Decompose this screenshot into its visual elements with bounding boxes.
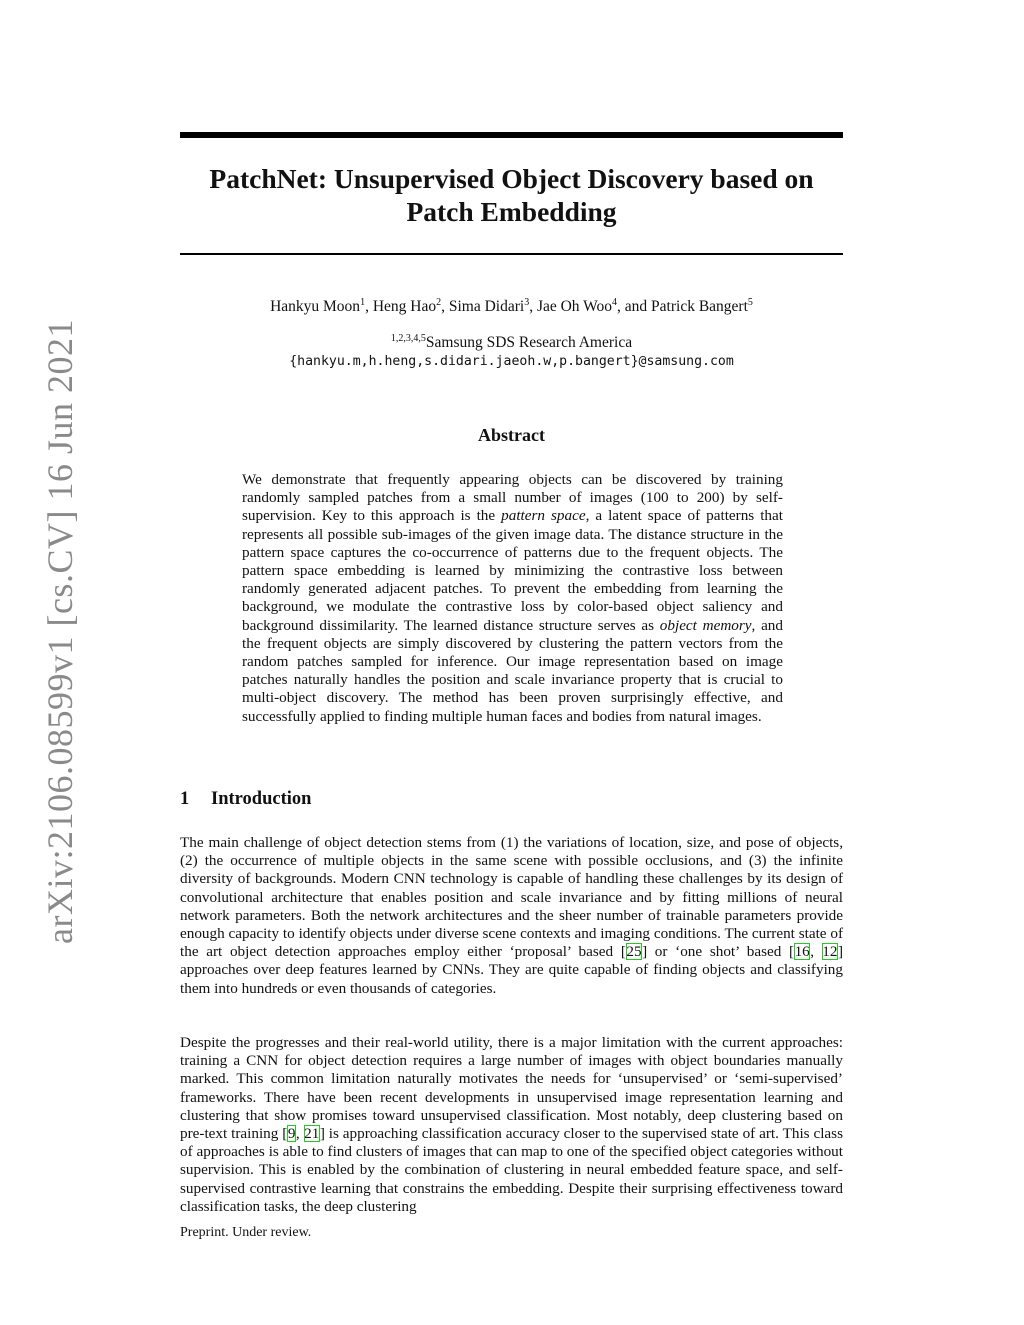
abstract-text-part: , a latent space of patterns that represents all possible sub-images of the given image data. The distance structure in the pattern space captures the co-occurrence of patterns due to the frequent objects. The pattern space embedding is learned by minimizing the contrastive loss between randomly generated adjacent patches. To prevent the embedding from learning the background, we modulate the contrastive loss by color-based object saliency and background dissimilarity. The learned distance structure serves as [242, 507, 783, 634]
abstract-text [242, 471, 783, 726]
citation-link[interactable]: [16, 12] [789, 943, 843, 961]
author-list [180, 297, 843, 317]
paragraph-text: or ‘one shot’ based [647, 943, 790, 961]
citation-number[interactable]: 12 [822, 943, 838, 961]
citation-link[interactable]: [9, 21] [282, 1125, 325, 1143]
paragraph-text: is approaching classification accuracy closer to the supervised state of art. This class of approaches is able to find clusters of images that can map to one of the specified object categories without supervision. This is enabled by the combination of clustering in neural embedded feature space, and self-supervised contrastive learning that constrains the embedding. Despite their surprising effectiveness toward classification tasks, the deep clustering [180, 1125, 843, 1215]
author-sup: 1 [360, 296, 366, 308]
author-sep: , [441, 298, 449, 315]
affiliation [180, 333, 843, 352]
citation-number[interactable]: 9 [287, 1125, 296, 1143]
author-sup: 2 [436, 296, 442, 308]
citation-number[interactable]: 16 [794, 943, 810, 961]
author-sep: , and [617, 298, 652, 315]
author-sup: 4 [612, 296, 618, 308]
title-bottom-rule [180, 253, 843, 255]
author-sup: 3 [524, 296, 530, 308]
section-number: 1 [180, 789, 190, 809]
author-name: Jae Oh Woo [536, 298, 613, 315]
citation-number[interactable]: 21 [304, 1125, 320, 1143]
intro-paragraph-1 [180, 834, 843, 998]
title-line-1: PatchNet: Unsupervised Object Discovery based on [209, 163, 814, 194]
paragraph-text: approaches over deep features learned by CNNs. They are quite capable of finding objects and classifying them into hundreds or even thousands of categories. [180, 961, 843, 997]
paper-title [180, 162, 843, 228]
section-title: Introduction [211, 789, 312, 809]
author-name: Hankyu Moon [270, 298, 361, 315]
citation-number[interactable]: 25 [626, 943, 642, 961]
affiliation-name: Samsung SDS Research America [425, 334, 633, 351]
author-sep: , [365, 298, 373, 315]
title-line-2: Patch Embedding [406, 196, 617, 227]
author-name: Sima Didari [448, 298, 525, 315]
author-sep: , [529, 298, 537, 315]
author-name: Patrick Bangert [651, 298, 748, 315]
abstract-heading: Abstract [478, 425, 545, 445]
author-emails: {hankyu.m,h.heng,s.didari.jaeoh.w,p.bangert}@samsung.com [289, 354, 734, 369]
abstract-text-part: , and the frequent objects are simply discovered by clustering the pattern vectors from the random patches sampled for inference. Our image representation based on image patches naturally handles the position and scale invariance property that is crucial to multi-object discovery. The method has been proven surprisingly effective, and successfully applied to finding multiple human faces and bodies from natural images. [242, 616, 783, 725]
abstract-emphasis: object memory [659, 616, 752, 634]
intro-paragraph-2 [180, 1034, 843, 1216]
affiliation-sup: 1,2,3,4,5 [390, 332, 426, 344]
author-name: Heng Hao [372, 298, 437, 315]
arxiv-stamp: arXiv:2106.08599v1 [cs.CV] 16 Jun 2021 [40, 319, 80, 944]
paragraph-text: The main challenge of object detection stems from (1) the variations of location, size, and pose of objects, (2) the occurrence of multiple objects in the same scene with possible occlusions, and (3) the infinite diversity of backgrounds. Modern CNN technology is capable of handling these challenges by its design of convolutional architecture that enables position and scale invariance and by fitting millions of neural network parameters. Both the network architectures and the sheer number of trainable parameters provide enough capacity to identify objects under diverse scene contexts and imaging conditions. The current state of the art object detection approaches employ either ‘proposal’ based [180, 834, 843, 961]
author-sup: 5 [747, 296, 753, 308]
title-top-rule [180, 132, 843, 138]
footer-note: Preprint. Under review. [180, 1225, 312, 1240]
citation-link[interactable]: [25] [620, 943, 648, 961]
paragraph-text: Despite the progresses and their real-world utility, there is a major limitation with the current approaches: training a CNN for object detection requires a large number of images with object boundaries manually marked. This common limitation naturally motivates the needs for ‘unsupervised’ or ‘semi-supervised’ frameworks. There have been recent developments in unsupervised image representation learning and clustering that show promises toward unsupervised classification. Most notably, deep clustering based on pre-text training [180, 1034, 843, 1143]
abstract-emphasis: pattern space [501, 507, 586, 525]
section-heading-introduction [180, 788, 843, 810]
abstract-text-part: We demonstrate that frequently appearing objects can be discovered by training randomly sampled patches from a small number of images (100 to 200) by self-supervision. Key to this approach is the [242, 471, 783, 525]
